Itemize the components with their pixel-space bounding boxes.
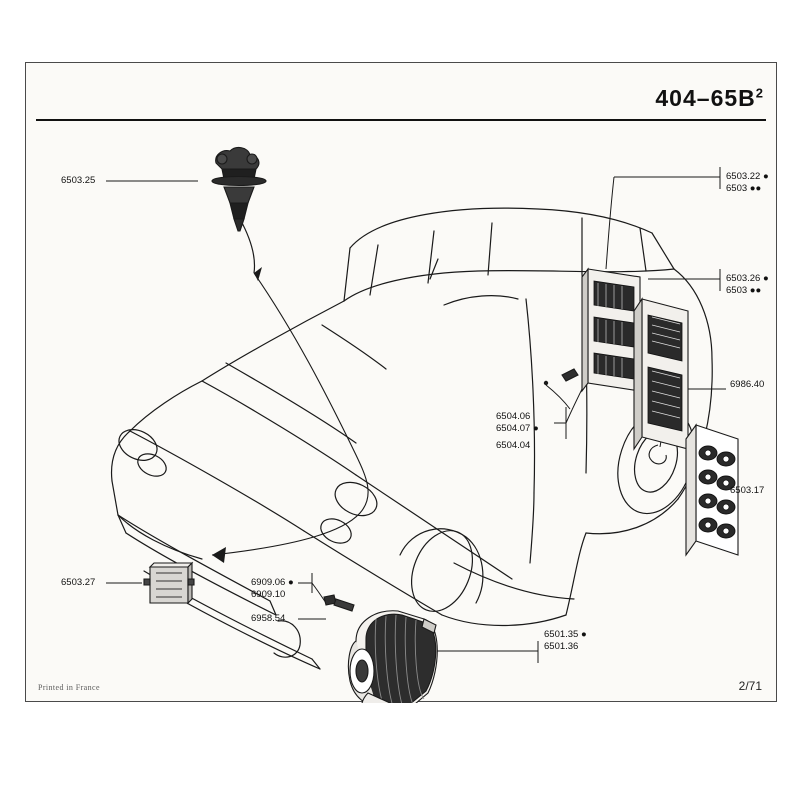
label-line: 6503.22 ●: [726, 171, 769, 182]
label-6504-group: [496, 411, 539, 452]
footer-printed-in-france: Printed in France: [38, 683, 100, 692]
label-6958-54: [251, 613, 285, 625]
label-6986-40: [730, 379, 764, 391]
label-line: 6501.36: [544, 641, 579, 652]
label-line: 6909.10: [251, 589, 286, 600]
label-line: 6503 ●●: [726, 285, 762, 296]
label-line: 6504.07 ●: [496, 423, 539, 434]
label-6909-group: [251, 577, 294, 601]
label-line: 6503.26 ●: [726, 273, 769, 284]
label-6503-22: [726, 171, 769, 195]
header-plate: 65B: [710, 85, 756, 111]
label-line: 6503.27: [61, 577, 96, 588]
label-line: 6909.06 ●: [251, 577, 294, 588]
diagram-sheet: [25, 62, 777, 702]
label-6503-17: [730, 485, 764, 497]
header-plate-sup: 2: [755, 85, 764, 101]
label-line: 6986.40: [730, 379, 765, 390]
label-6501-group: [544, 629, 587, 653]
label-line: 6503.17: [730, 485, 765, 496]
label-line: 6958.54: [251, 613, 286, 624]
label-line: 6503 ●●: [726, 183, 762, 194]
label-6503-25: [61, 175, 95, 187]
label-line: 6501.35 ●: [544, 629, 587, 640]
label-6503-26: [726, 273, 769, 297]
label-line: 6504.04: [496, 440, 531, 451]
label-6503-27: [61, 577, 95, 589]
label-line: 6503.25: [61, 175, 96, 186]
diagram-artwork: [26, 63, 778, 703]
header-separator: –: [696, 85, 711, 111]
footer-page-number: 2/71: [738, 679, 762, 693]
header-model: 404: [655, 85, 697, 111]
label-line: 6504.06: [496, 411, 531, 422]
